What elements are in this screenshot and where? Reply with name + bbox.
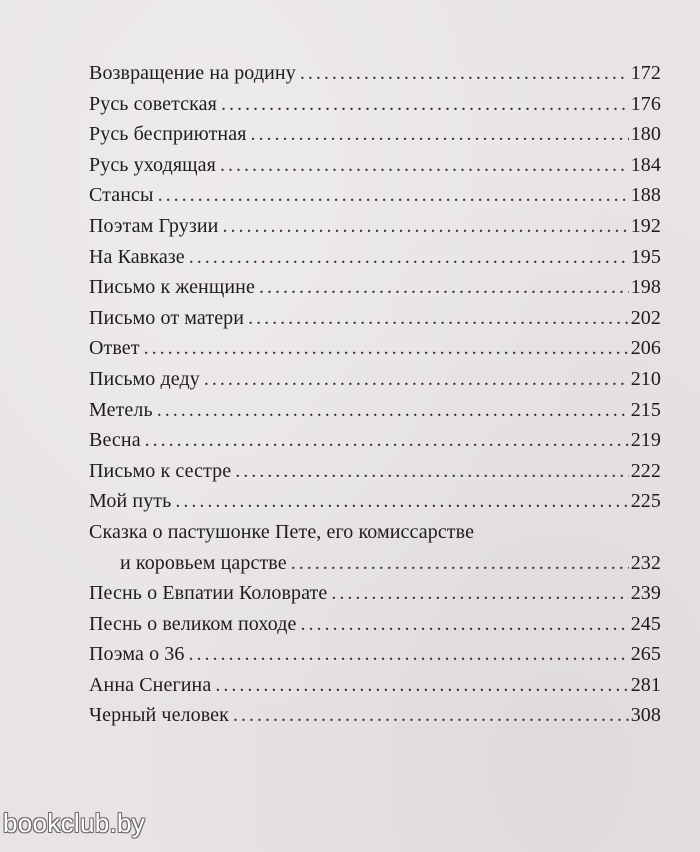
toc-entry-title: Русь советская — [89, 92, 217, 115]
dot-leader — [259, 272, 629, 303]
toc-entry — [89, 242, 661, 273]
toc-entry — [89, 303, 661, 334]
toc-entry — [89, 211, 661, 242]
toc-entry-title: Метель — [89, 398, 153, 421]
toc-entry-title: Ответ — [89, 337, 140, 360]
toc-entry-title: Песнь о Евпатии Коловрате — [89, 582, 328, 605]
dot-leader — [158, 180, 629, 211]
toc-entry-title: Письмо от матери — [89, 306, 245, 329]
dot-leader — [189, 242, 629, 273]
toc-entry-page: 215 — [630, 398, 661, 421]
toc-entry-title: Поэтам Грузии — [89, 214, 219, 237]
toc-entry — [89, 333, 661, 364]
toc-entry-title: Песнь о великом походе — [89, 612, 297, 635]
dot-leader — [220, 150, 629, 181]
dot-leader — [301, 609, 629, 640]
toc-entry-title: Весна — [89, 429, 141, 452]
toc-entry — [89, 456, 661, 487]
toc-entry-title: Сказка о пастушонке Пете, его комиссарстве — [89, 520, 475, 543]
toc-entry — [89, 58, 661, 89]
dot-leader — [300, 58, 629, 89]
toc-entry — [89, 89, 661, 120]
toc-entry-page: 192 — [630, 214, 661, 237]
toc-entry-page: 225 — [630, 490, 661, 513]
table-of-contents — [89, 58, 661, 731]
toc-entry-page: 281 — [630, 673, 661, 696]
toc-entry-page: 195 — [630, 245, 661, 268]
toc-entry-page: 308 — [630, 704, 661, 727]
toc-entry-title: Мой путь — [89, 490, 172, 513]
toc-entry-page: 222 — [630, 459, 661, 482]
dot-leader — [291, 548, 629, 579]
toc-entry-title: Поэма о 36 — [89, 643, 185, 666]
toc-entry — [89, 517, 661, 578]
toc-entry-page: 184 — [630, 153, 661, 176]
dot-leader — [251, 119, 629, 150]
dot-leader — [144, 333, 629, 364]
toc-entry-page: 180 — [630, 123, 661, 146]
toc-entry-page: 210 — [630, 367, 661, 390]
toc-entry — [89, 578, 661, 609]
toc-entry-page: 172 — [630, 62, 661, 84]
toc-entry-page: 188 — [630, 184, 661, 207]
toc-entry — [89, 700, 661, 731]
dot-leader — [221, 89, 629, 120]
toc-entry-page: 265 — [630, 643, 661, 666]
dot-leader — [157, 395, 629, 426]
toc-entry-title: Письмо деду — [89, 367, 200, 390]
toc-entry — [89, 486, 661, 517]
toc-entry-title: Русь уходящая — [89, 153, 216, 176]
toc-entry-title: Черный человек — [89, 704, 229, 727]
toc-entry-page: 198 — [630, 276, 661, 299]
watermark: bookclub.by — [3, 808, 146, 838]
dot-leader — [235, 456, 628, 487]
toc-entry-continuation — [89, 548, 661, 579]
toc-entry — [89, 272, 661, 303]
toc-entry-title: Возвращение на родину — [89, 62, 296, 84]
toc-entry-title: На Кавказе — [89, 245, 185, 268]
toc-entry — [89, 119, 661, 150]
toc-entry-page: 219 — [630, 429, 661, 452]
toc-entry — [89, 639, 661, 670]
dot-leader — [331, 578, 628, 609]
dot-leader — [215, 670, 628, 701]
dot-leader — [248, 303, 629, 334]
dot-leader — [189, 639, 629, 670]
dot-leader — [222, 211, 628, 242]
toc-entry — [89, 609, 661, 640]
toc-entry-title: Анна Снегина — [89, 673, 212, 696]
dot-leader — [145, 425, 629, 456]
toc-entry-title: Русь бесприютная — [89, 123, 247, 146]
toc-entry-page: 176 — [630, 92, 661, 115]
dot-leader — [204, 364, 629, 395]
toc-entry-title: Письмо к сестре — [89, 459, 232, 482]
toc-entry — [89, 670, 661, 701]
toc-entry-page: 202 — [630, 306, 661, 329]
toc-entry — [89, 395, 661, 426]
toc-entry-page: 239 — [630, 582, 661, 605]
toc-entry-title-continuation: и коровьем царстве — [120, 551, 287, 574]
toc-entry-page: 245 — [630, 612, 661, 635]
toc-entry-page: 232 — [630, 551, 661, 574]
toc-entry-title: Письмо к женщине — [89, 276, 255, 299]
toc-entry — [89, 364, 661, 395]
dot-leader — [175, 486, 628, 517]
toc-entry-page: 206 — [630, 337, 661, 360]
dot-leader — [233, 700, 629, 731]
toc-entry — [89, 150, 661, 181]
toc-entry — [89, 180, 661, 211]
toc-entry — [89, 425, 661, 456]
toc-entry-title: Стансы — [89, 184, 154, 207]
